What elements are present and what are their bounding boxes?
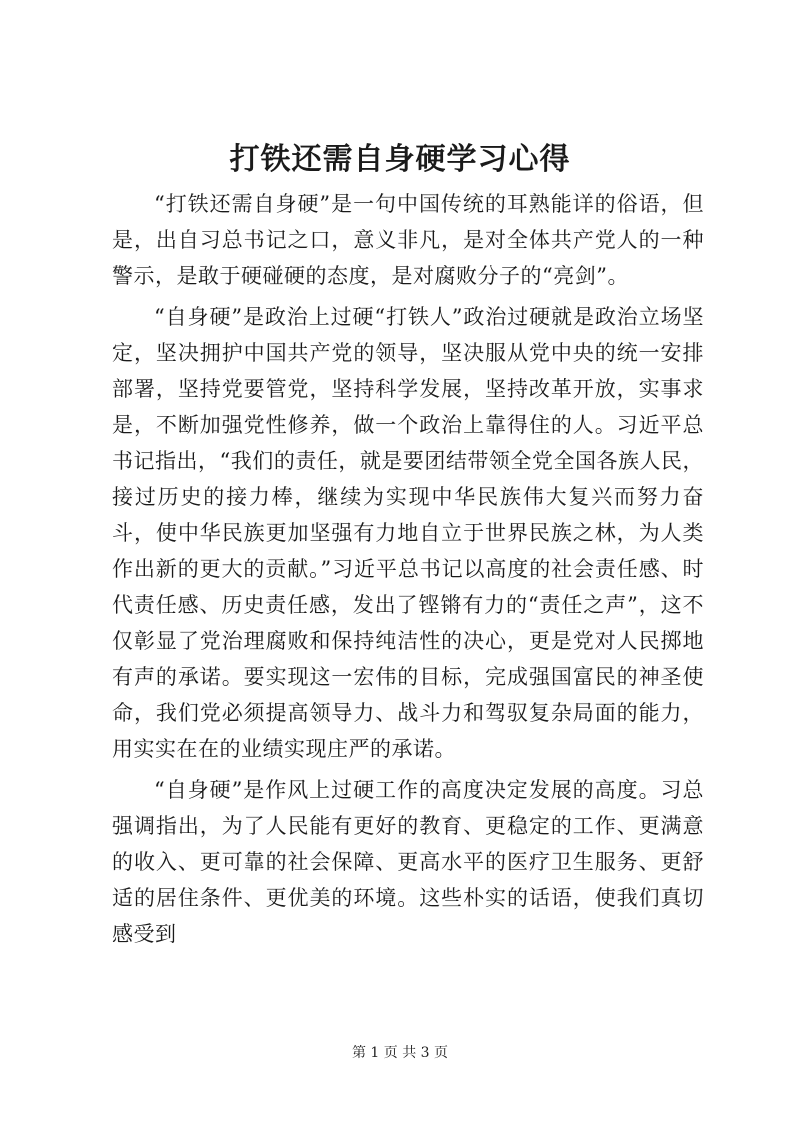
paragraph-2: “自身硬”是政治上过硬“打铁人”政治过硬就是政治立场坚定，坚决拥护中国共产党的领导，坚决服从党中央的统一安排部署，坚持党要管党，坚持科学发展，坚持改革开放，实事求是，不断加强党性修养，做一个政治上靠得住的人。习近平总书记指出，“我们的责任，就是要团结带领全党全国各族人民，接过历史的接力棒，继续为实现中华民族伟大复兴而努力奋斗，使中华民族更加坚强有力地自立于世界民族之林，为人类作出新的更大的贡献。”习近平总书记以高度的社会责任感、时代责任感、历史责任感，发出了铿锵有力的“责任之声”，这不仅彰显了党治理腐败和保持纯洁性的决心，更是党对人民掷地有声的承诺。要实现这一宏伟的目标，完成强国富民的神圣使命，我们党必须提高领导力、战斗力和驾驭复杂局面的能力，用实实在在的业绩实现庄严的承诺。 xyxy=(112,305,704,761)
paragraph-1: “打铁还需自身硬”是一句中国传统的耳熟能详的俗语，但是，出自习总书记之口，意义非凡，是对全体共产党人的一种警示，是敢于硬碰硬的态度，是对腐败分子的“亮剑”。 xyxy=(112,192,704,288)
paragraph-3: “自身硬”是作风上过硬工作的高度决定发展的高度。习总强调指出，为了人民能有更好的教育、更稳定的工作、更满意的收入、更可靠的社会保障、更高水平的医疗卫生服务、更舒适的居住条件、更优美的环境。这些朴实的话语，使我们真切感受到 xyxy=(112,778,704,946)
page-title: 打铁还需自身硬学习心得 xyxy=(229,142,571,177)
page-number-footer: 第 1 页 共 3 页 xyxy=(351,1045,449,1061)
document-body xyxy=(112,186,704,952)
